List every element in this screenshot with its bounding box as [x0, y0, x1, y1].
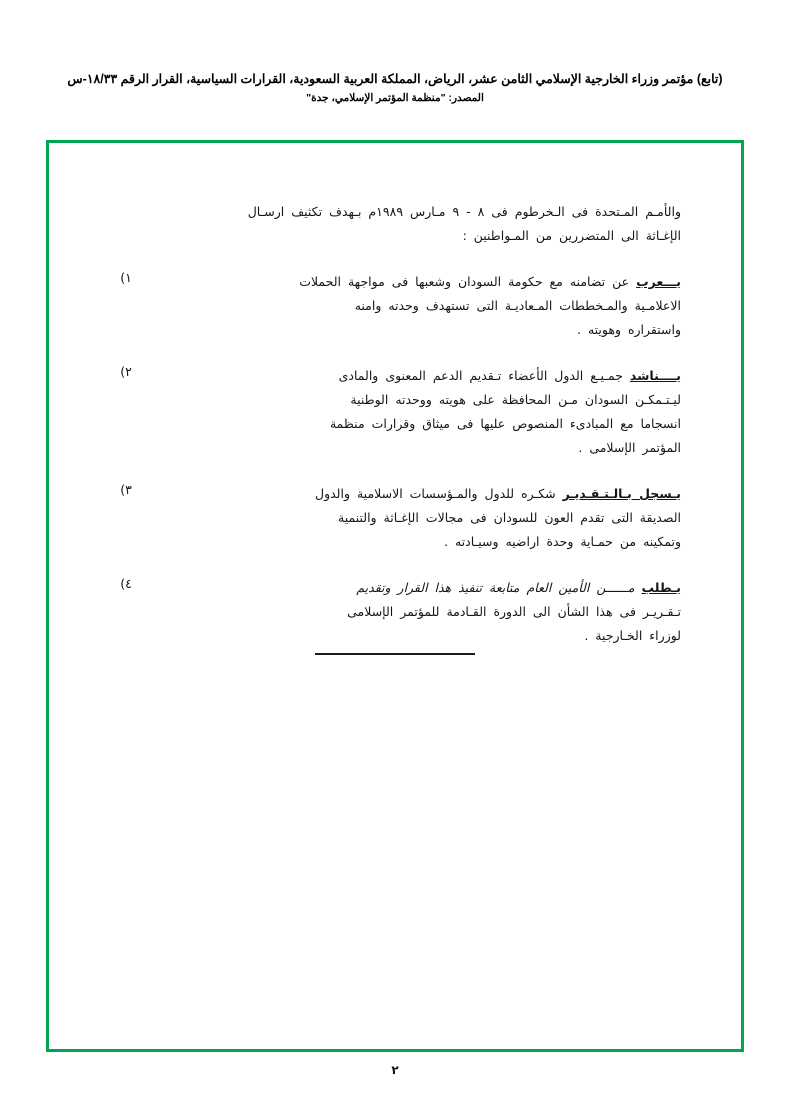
- document-body: [109, 188, 681, 648]
- clause-line-text: شكـره للدول والمـؤسسات الاسلامية والدول: [315, 486, 556, 501]
- clause-line: الاعلامـية والمـخططات المـعاديـة التى تستهدف وحدته وامنه: [354, 298, 681, 313]
- page-number: ٢: [391, 1063, 399, 1077]
- clause-number: ١): [120, 270, 132, 285]
- clause-line: وتمكينه من حمـاية وحدة اراضيه وسيـادته .: [444, 534, 681, 549]
- clause-line: الصديقة التى تقدم العون للسودان فى مجالات الإغـاثة والتنمية: [338, 510, 681, 525]
- clause-number: ٤): [120, 576, 132, 591]
- intro-line-2: الإغـاثة الى المتضررين من المـواطنين :: [462, 228, 681, 243]
- clause-line-text: جمـيـع الدول الأعضاء تـقديم الدعم المعنوى والمادى: [338, 368, 623, 383]
- clause-line: واستقراره وهويته .: [577, 322, 681, 337]
- clause-line: انسجاما مع المبادىء المنصوص عليها فى ميثاق وقرارات منظمة: [329, 416, 681, 431]
- document-header: [40, 70, 750, 107]
- clause-number: ٢): [120, 364, 132, 379]
- clause-line-text: مــــــن الأمين العام متابعة تنفيذ هذا القرار وتقديم: [356, 580, 635, 595]
- clause-lead-word: يـــعرب: [636, 274, 681, 289]
- clause-number: ٣): [120, 482, 132, 497]
- clause-item: [109, 364, 681, 460]
- clause-line: [157, 270, 681, 294]
- clause-line-text: عن تضامنه مع حكومة السودان وشعبها فى مواجهة الحملات: [299, 274, 630, 289]
- clause-line: ليـتـمكـن السودان مـن المحافظة على هويته ووحدته الوطنية: [350, 392, 681, 407]
- intro-line-1: والأمـم المـتحدة فى الـخرطوم فى ٨ - ٩ مـارس ١٩٨٩م بـهدف تكثيف ارسـال: [247, 204, 681, 219]
- horizontal-rule: [315, 653, 475, 655]
- content-frame: [46, 140, 744, 1052]
- clause-lead-word: يــــناشد: [629, 368, 681, 383]
- clause-line: المؤتمر الإسلامى .: [578, 440, 681, 455]
- clause-lead-word: يـسجل بـالـتـقـديـر: [562, 486, 681, 501]
- clause-text: [157, 270, 681, 342]
- section-end-rule: [49, 653, 741, 655]
- clause-line: تـقـريـر فى هذا الشأن الى الدورة القـادمة للمؤتمر الإسلامى: [347, 604, 681, 619]
- header-title-line: (تابع) مؤتمر وزراء الخارجية الإسلامي الثامن عشر، الرياض، المملكة العربية السعودية، القرارات السياسية، القرار الرقم ١٨/٣٣-س: [67, 72, 723, 86]
- clause-line: لوزراء الخـارجية .: [584, 628, 681, 643]
- clause-text: [157, 576, 681, 648]
- clause-item: [109, 270, 681, 342]
- clause-text: [157, 364, 681, 460]
- clause-lead-word: يـطلب: [641, 580, 681, 595]
- clause-line: [157, 364, 681, 388]
- clause-line: [157, 576, 681, 600]
- intro-paragraph: [109, 200, 681, 248]
- clause-text: [157, 482, 681, 554]
- clause-item: [109, 576, 681, 648]
- clause-line: [157, 482, 681, 506]
- clause-item: [109, 482, 681, 554]
- header-source-line: المصدر: "منظمة المؤتمر الإسلامي، جدة": [306, 92, 484, 104]
